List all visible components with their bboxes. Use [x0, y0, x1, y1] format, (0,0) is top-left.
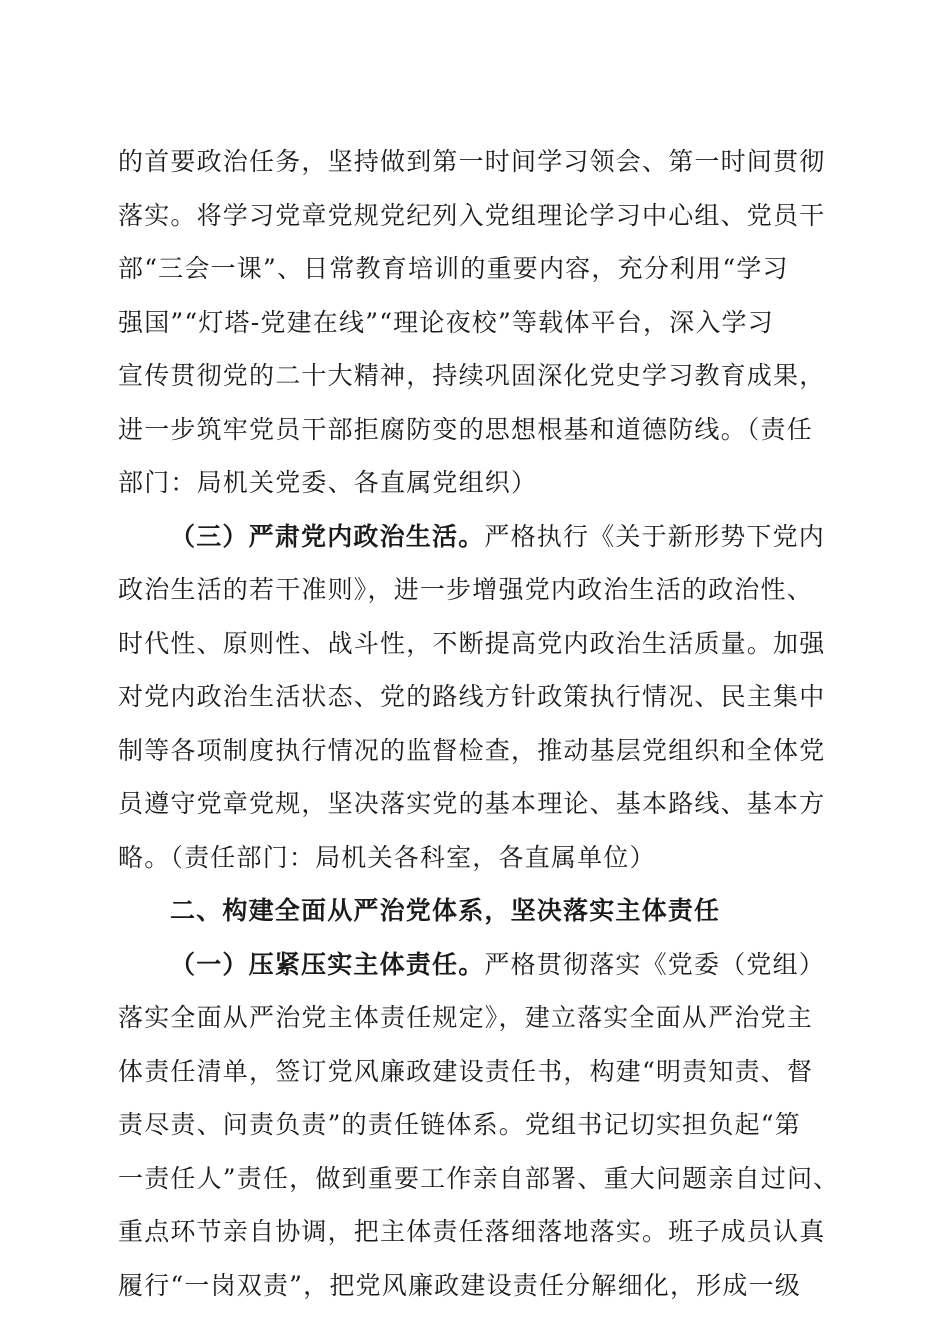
paragraph-line: 制等各项制度执行情况的监督检查，推动基层党组织和全体党: [118, 736, 826, 765]
section-first-line: [170, 950, 825, 980]
paragraph-line: 强国”“灯塔-党建在线”“理论夜校”等载体平台，深入学习: [118, 308, 774, 337]
section-lead-title: （三）严肃党内政治生活。: [170, 522, 485, 551]
paragraph-line: 的首要政治任务，坚持做到第一时间学习领会、第一时间贯彻: [118, 147, 826, 176]
section-first-line: [170, 522, 825, 552]
paragraph-line: 时代性、原则性、战斗性，不断提高党内政治生活质量。加强: [118, 629, 826, 658]
paragraph-line: 略。（责任部门：局机关各科室，各直属单位）: [118, 843, 656, 872]
paragraph-line: 员遵守党章党规，坚决落实党的基本理论、基本路线、基本方: [118, 789, 826, 818]
paragraph-line: 履行“一岗双责”，把党风廉政建设责任分解细化，形成一级: [118, 1271, 801, 1300]
paragraph-line: 一责任人”责任，做到重要工作亲自部署、重大问题亲自过问、: [118, 1164, 840, 1193]
paragraph-line: 部门：局机关党委、各直属党组织）: [118, 468, 538, 497]
paragraph-line: 责尽责、问责负责”的责任链体系。党组书记切实担负起“第: [118, 1110, 801, 1139]
paragraph-line: 落实全面从严治党主体责任规定》，建立落实全面从严治党主: [118, 1003, 813, 1032]
section-lead-text: 严格执行《关于新形势下党内: [484, 522, 826, 551]
paragraph-line: 部“三会一课”、日常教育培训的重要内容，充分利用“学习: [118, 254, 789, 283]
paragraph-line: 政治生活的若干准则》，进一步增强党内政治生活的政治性、: [118, 575, 813, 604]
section-heading: 二、构建全面从严治党体系，坚决落实主体责任: [170, 896, 721, 925]
paragraph-line: 重点环节亲自协调，把主体责任落细落地落实。班子成员认真: [118, 1217, 826, 1246]
paragraph-line: 体责任清单，签订党风廉政建设责任书，构建“明责知责、督: [118, 1057, 814, 1086]
section-lead-title: （一）压紧压实主体责任。: [170, 950, 485, 979]
paragraph-line: 落实。将学习党章党规党纪列入党组理论学习中心组、党员干: [118, 201, 826, 230]
section-lead-text: 严格贯彻落实《党委（党组）: [484, 950, 826, 979]
paragraph-line: 宣传贯彻党的二十大精神，持续巩固深化党史学习教育成果，: [118, 361, 826, 390]
paragraph-line: 进一步筑牢党员干部拒腐防变的思想根基和道德防线。（责任: [118, 415, 813, 444]
paragraph-line: 对党内政治生活状态、党的路线方针政策执行情况、民主集中: [118, 682, 826, 711]
